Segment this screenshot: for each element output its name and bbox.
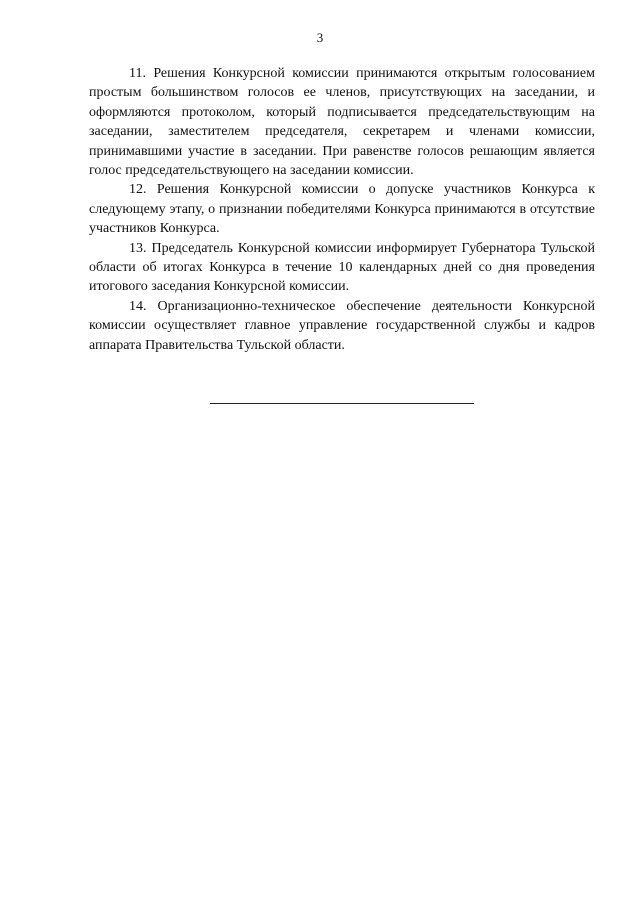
paragraph-14: 14. Организационно-техническое обеспечение деятельности Конкурсной комиссии осуществляет главное управление государственной службы и кадров аппарата Правительства Тульской области. [89, 298, 595, 353]
paragraph-11: 11. Решения Конкурсной комиссии принимаются открытым голосованием простым большинством голосов ее членов, присутствующих на заседании, и оформляются протоколом, который подписывается председательствующим на заседании, заместителем председателя, секретарем и членами комиссии, принимавшими участие в заседании. При равенстве голосов решающим является голос председательствующего на заседании комиссии. [89, 66, 595, 179]
page-number: 3 [316, 30, 324, 45]
paragraph-12: 12. Решения Конкурсной комиссии о допуске участников Конкурса к следующему этапу, о признании победителями Конкурса принимаются в отсутствие участников Конкурса. [89, 182, 595, 237]
end-of-document-rule [210, 403, 474, 404]
document-body [89, 64, 595, 355]
paragraph-13: 13. Председатель Конкурсной комиссии информирует Губернатора Тульской области об итогах Конкурса в течение 10 календарных дней со дня проведения итогового заседания Конкурсной комиссии. [89, 240, 595, 295]
